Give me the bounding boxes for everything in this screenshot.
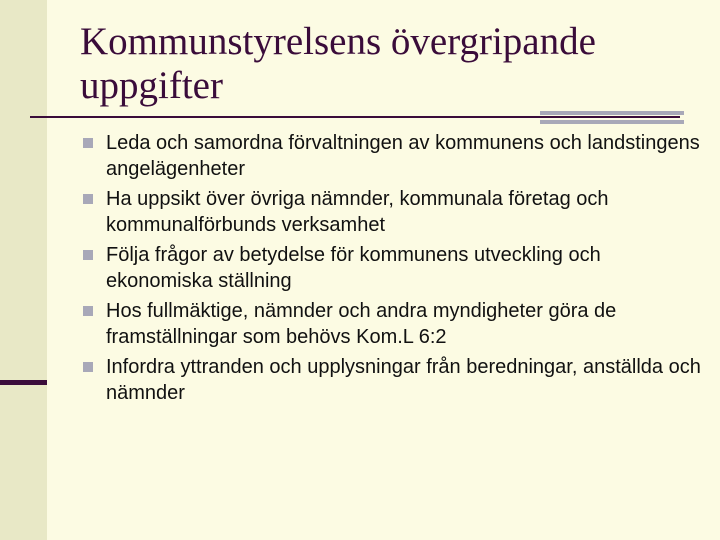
square-bullet-icon: [83, 138, 93, 148]
bullet-text: Hos fullmäktige, nämnder och andra myndigheter göra de framställningar som behövs Kom.L 6:2: [106, 300, 617, 348]
slide-title: Kommunstyrelsens övergripande uppgifter: [80, 20, 596, 107]
bullet-list: [82, 131, 702, 411]
title-rule-accent-bottom: [540, 120, 684, 124]
bullet-text: Infordra yttranden och upplysningar från beredningar, anställda och nämnder: [106, 356, 701, 404]
bullet-text: Leda och samordna förvaltningen av kommunens och landstingens angelägenheter: [106, 132, 700, 180]
bullet-item: [82, 355, 702, 406]
side-strip: [0, 0, 47, 540]
square-bullet-icon: [83, 362, 93, 372]
bullet-item: [82, 243, 702, 294]
bullet-text: Följa frågor av betydelse för kommunens utveckling och ekonomiska ställning: [106, 244, 601, 292]
bullet-item: [82, 187, 702, 238]
square-bullet-icon: [83, 306, 93, 316]
bullet-item: [82, 131, 702, 182]
title-rule-accent-top: [540, 111, 684, 115]
title-underline: [30, 116, 680, 118]
square-bullet-icon: [83, 194, 93, 204]
side-accent-bar: [0, 380, 47, 385]
bullet-text: Ha uppsikt över övriga nämnder, kommunala företag och kommunalförbunds verksamhet: [106, 188, 609, 236]
square-bullet-icon: [83, 250, 93, 260]
bullet-item: [82, 299, 702, 350]
